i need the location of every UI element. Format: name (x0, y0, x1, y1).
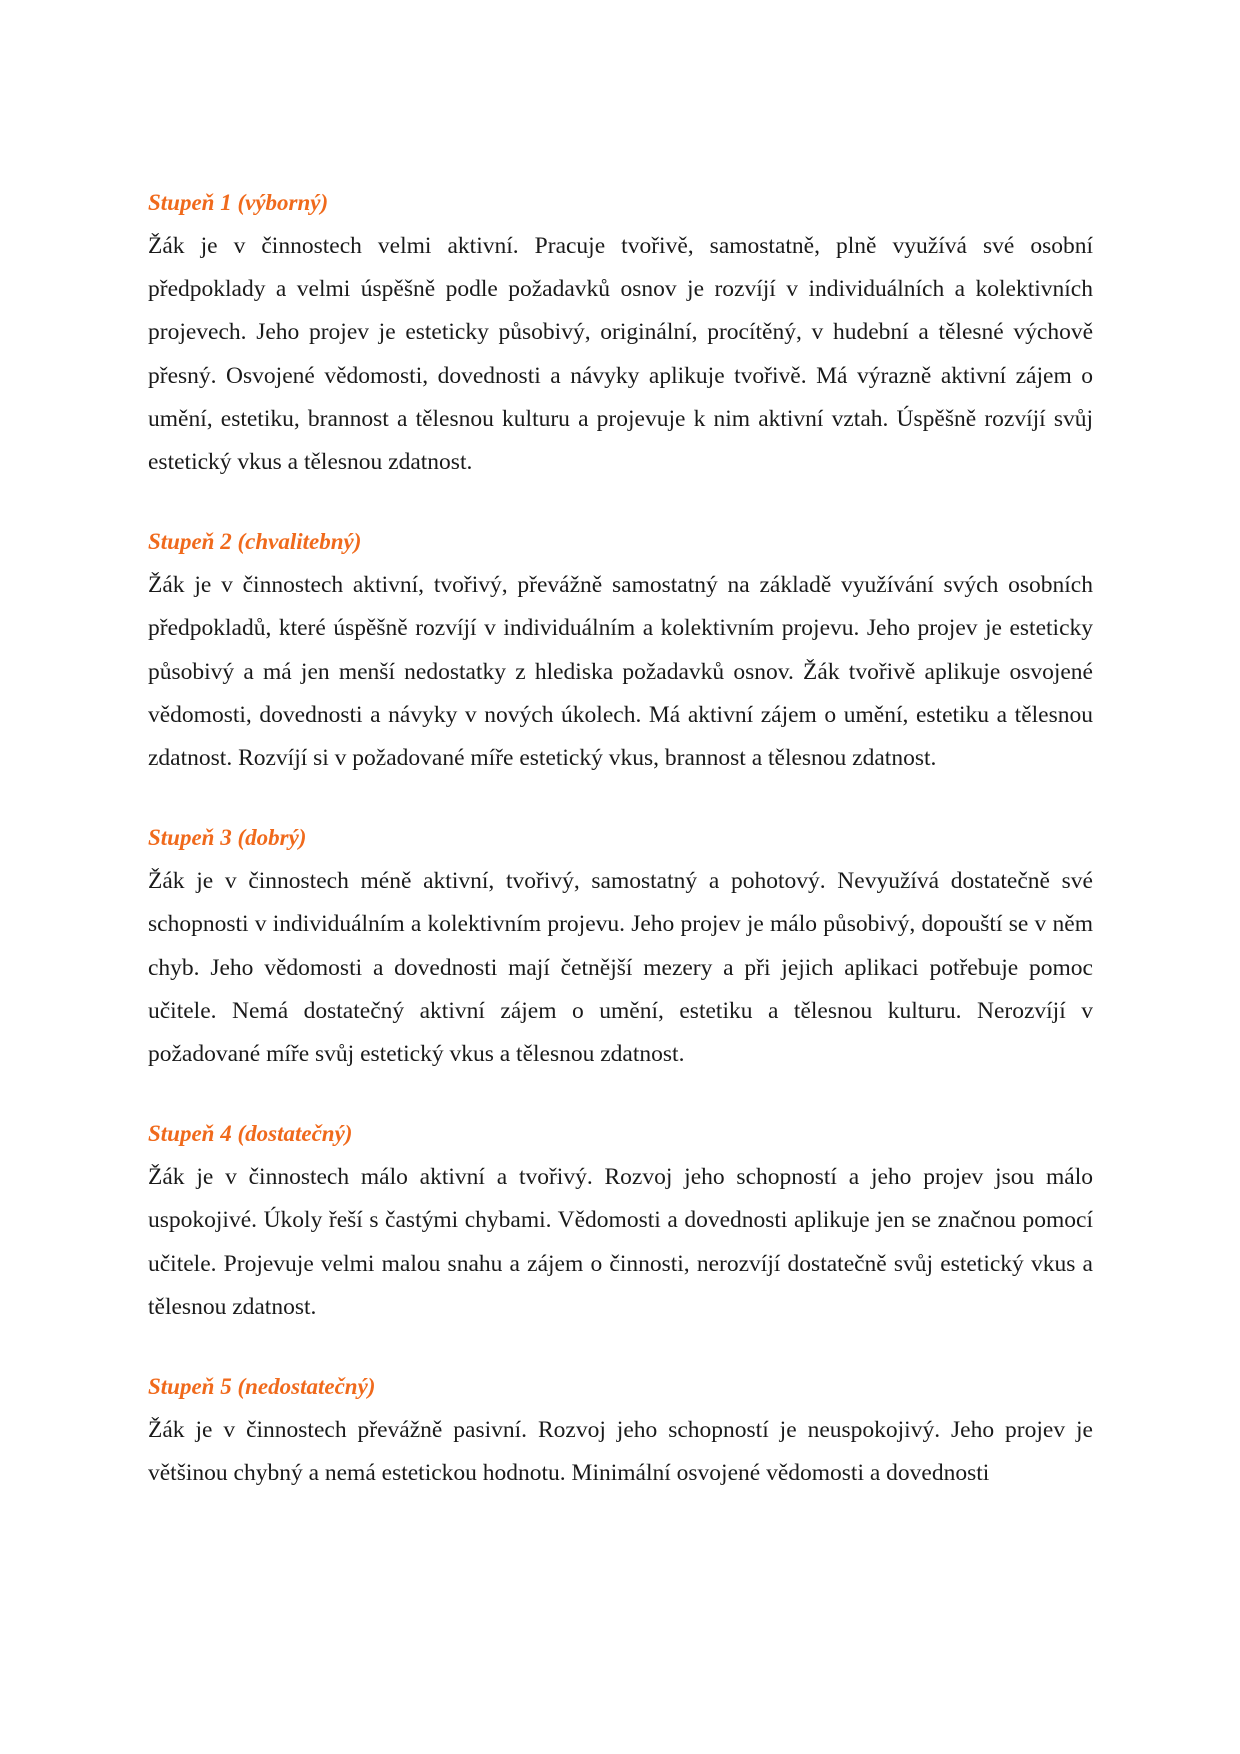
section-heading: Stupeň 4 (dostatečný) (148, 1121, 353, 1147)
grade-section-3 (148, 823, 1093, 1076)
section-heading: Stupeň 5 (nedostatečný) (148, 1374, 376, 1400)
section-paragraph: Žák je v činnostech aktivní, tvořivý, převážně samostatný na základě využívání svých osobních předpokladů, které úspěšně rozvíjí v individuálním a kolektivním projevu. Jeho projev je esteticky působivý a má jen menší nedostatky z hlediska požadavků osnov. Žák tvořivě aplikuje osvojené vědomosti, dovednosti a návyky v nových úkolech. Má aktivní zájem o umění, estetiku a tělesnou zdatnost. Rozvíjí si v požadované míře estetický vkus, brannost a tělesnou zdatnost. (148, 572, 1093, 772)
grade-section-5 (148, 1372, 1093, 1495)
grade-section-1 (148, 188, 1093, 484)
section-paragraph: Žák je v činnostech převážně pasivní. Rozvoj jeho schopností je neuspokojivý. Jeho projev je většinou chybný a nemá estetickou hodnotu. Minimální osvojené vědomosti a dovednosti (148, 1417, 1093, 1487)
document-page (148, 188, 1093, 1538)
section-heading: Stupeň 1 (výborný) (148, 190, 329, 215)
section-paragraph: Žák je v činnostech velmi aktivní. Pracuje tvořivě, samostatně, plně využívá své osobní předpoklady a velmi úspěšně podle požadavků osnov je rozvíjí v individuálních a kolektivních projevech. Jeho projev je esteticky působivý, originální, procítěný, v hudební a tělesné výchově přesný. Osvojené vědomosti, dovednosti a návyky aplikuje tvořivě. Má výrazně aktivní zájem o umění, estetiku, brannost a tělesnou kulturu a projevuje k nim aktivní vztah. Úspěšně rozvíjí svůj estetický vkus a tělesnou zdatnost. (148, 233, 1093, 476)
section-heading: Stupeň 2 (chvalitebný) (148, 529, 362, 555)
section-paragraph: Žák je v činnostech méně aktivní, tvořivý, samostatný a pohotový. Nevyužívá dostatečně své schopnosti v individuálním a kolektivním projevu. Jeho projev je málo působivý, dopouští se v něm chyb. Jeho vědomosti a dovednosti mají četnější mezery a při jejich aplikaci potřebuje pomoc učitele. Nemá dostatečný aktivní zájem o umění, estetiku a tělesnou kulturu. Nerozvíjí v požadované míře svůj estetický vkus a tělesnou zdatnost. (148, 868, 1093, 1068)
grade-section-2 (148, 527, 1093, 780)
section-paragraph: Žák je v činnostech málo aktivní a tvořivý. Rozvoj jeho schopností a jeho projev jsou málo uspokojivé. Úkoly řeší s častými chybami. Vědomosti a dovednosti aplikuje jen se značnou pomocí učitele. Projevuje velmi malou snahu a zájem o činnosti, nerozvíjí dostatečně svůj estetický vkus a tělesnou zdatnost. (148, 1164, 1093, 1320)
grade-section-4 (148, 1119, 1093, 1329)
section-heading: Stupeň 3 (dobrý) (148, 825, 307, 851)
